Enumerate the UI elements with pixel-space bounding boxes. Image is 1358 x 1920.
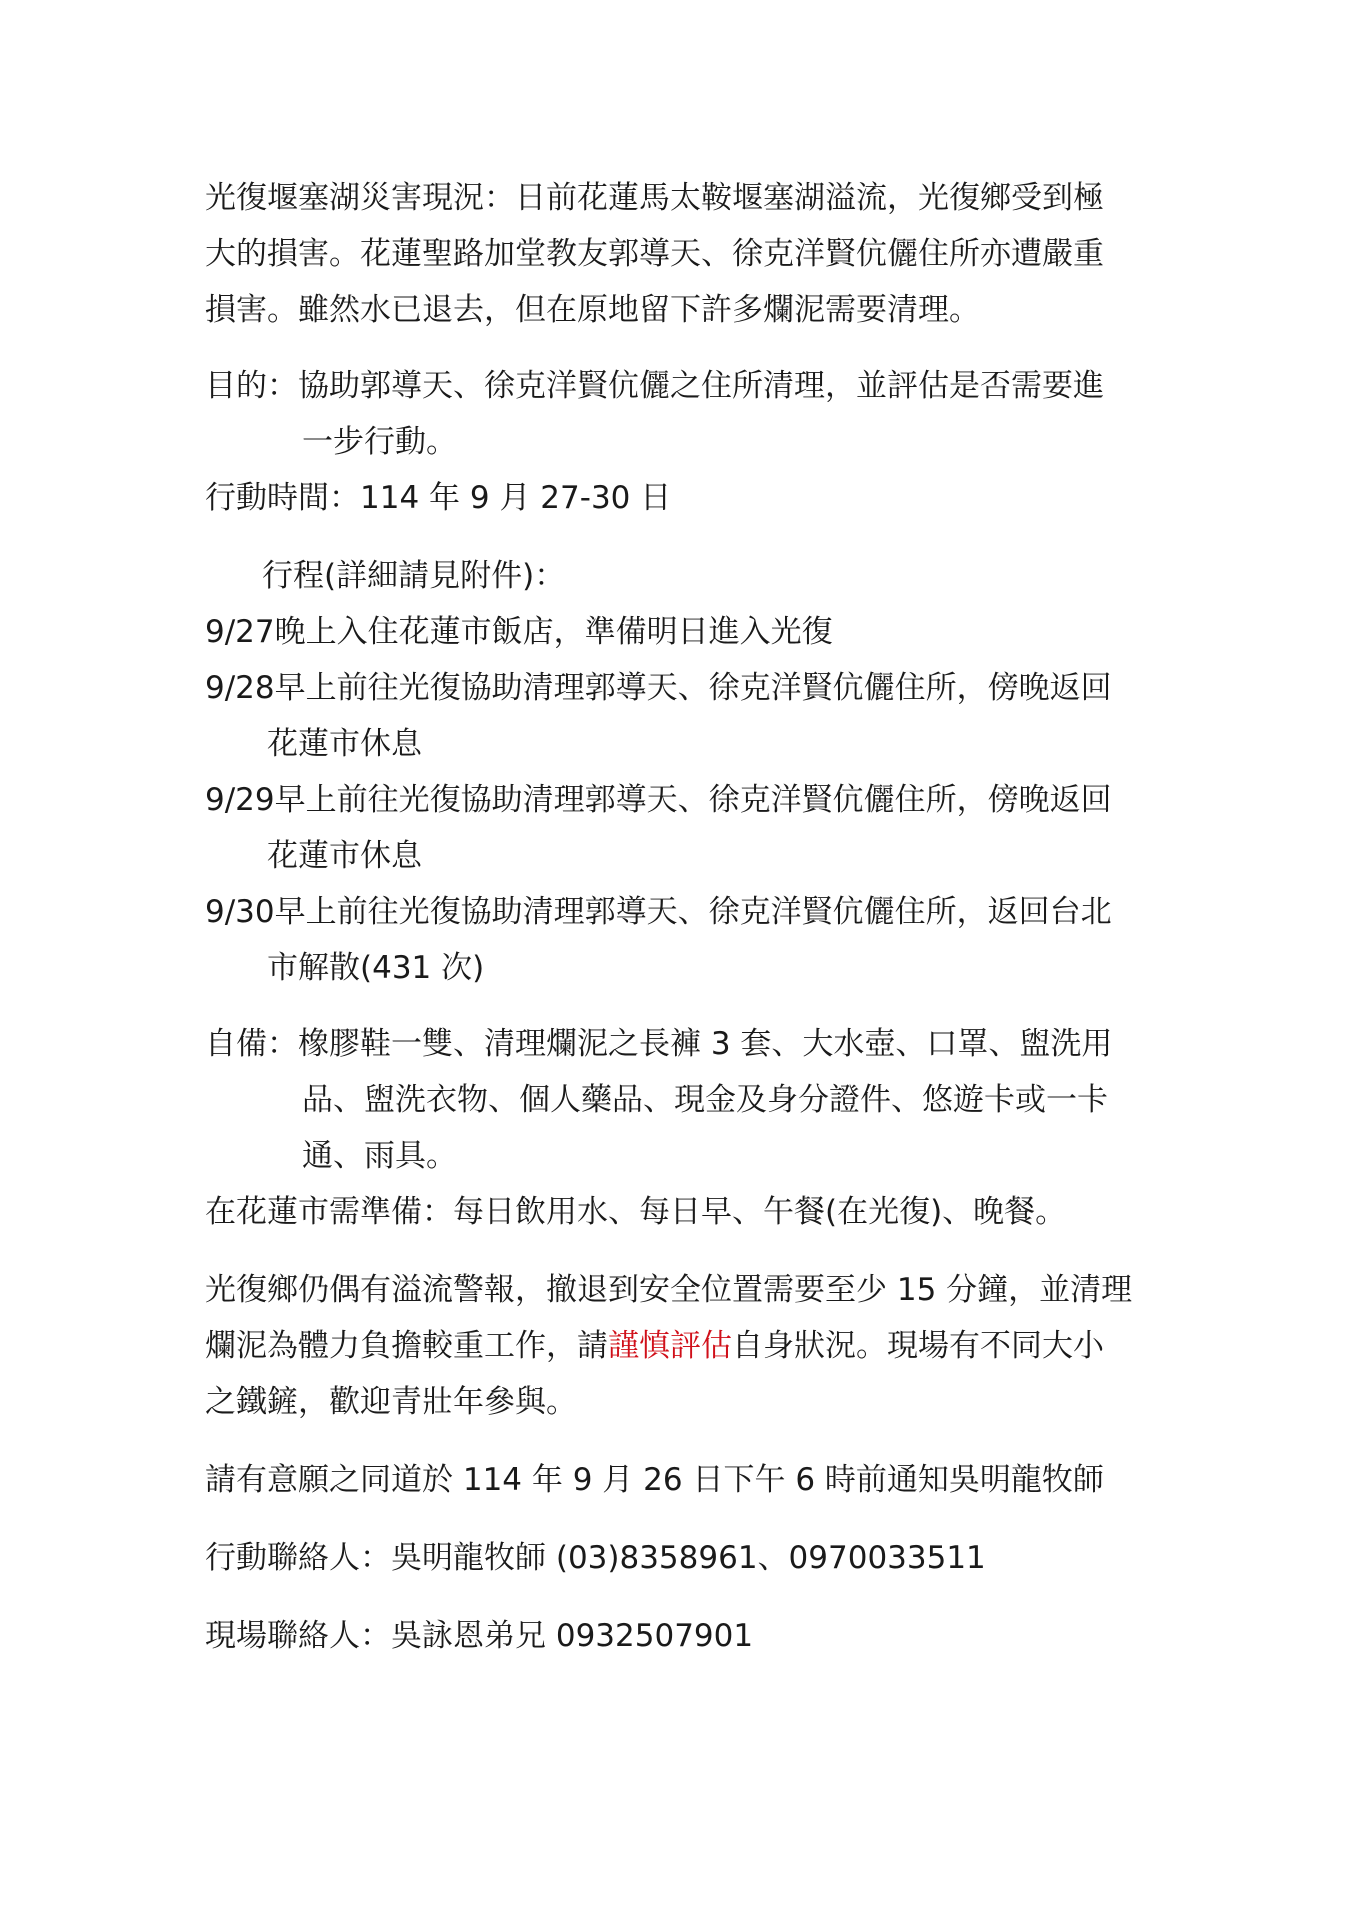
warning-line-3: 之鐵鏟，歡迎青壯年參與。 (205, 1384, 577, 1420)
schedule-item-3: 9/29早上前往光復協助清理郭導天、徐克洋賢伉儷住所，傍晚返回 (205, 782, 1112, 818)
warning-line-1: 光復鄉仍偶有溢流警報，撤退到安全位置需要至少 15 分鐘，並清理 (205, 1272, 1133, 1308)
warning-paragraph (205, 1262, 1165, 1430)
site-contact: 現場聯絡人：吳詠恩弟兄 0932507901 (205, 1618, 754, 1654)
document-body (205, 170, 1165, 1664)
hualien-prep: 在花蓮市需準備：每日飲用水、每日早、午餐(在光復)、晚餐。 (205, 1194, 1067, 1230)
self-prep-line-1: 自備：橡膠鞋一雙、清理爛泥之長褲 3 套、大水壺、口罩、盥洗用 (205, 1026, 1113, 1062)
action-contact: 行動聯絡人：吳明龍牧師 (03)8358961、0970033511 (205, 1540, 986, 1576)
situation-line-2: 大的損害。花蓮聖路加堂教友郭導天、徐克洋賢伉儷住所亦遭嚴重 (205, 236, 1104, 272)
schedule-item-2: 9/28早上前往光復協助清理郭導天、徐克洋賢伉儷住所，傍晚返回 (205, 670, 1112, 706)
purpose-line-2: 一步行動。 (302, 424, 457, 460)
schedule-label: 行程(詳細請見附件)： (262, 558, 566, 594)
warning-highlight: 謹慎評估 (608, 1328, 732, 1364)
warning-line-2-after: 自身狀況。現場有不同大小 (732, 1328, 1104, 1364)
action-time: 行動時間：114 年 9 月 27-30 日 (205, 480, 672, 516)
schedule-item-4-cont: 市解散(431 次) (267, 950, 485, 986)
schedule-section (205, 548, 1165, 996)
schedule-item-4: 9/30早上前往光復協助清理郭導天、徐克洋賢伉儷住所，返回台北 (205, 894, 1112, 930)
situation-line-1: 光復堰塞湖災害現況：日前花蓮馬太鞍堰塞湖溢流，光復鄉受到極 (205, 180, 1104, 216)
warning-line-2 (205, 1318, 1165, 1374)
warning-line-2-before: 爛泥為體力負擔較重工作，請 (205, 1328, 608, 1364)
situation-paragraph (205, 170, 1165, 338)
schedule-item-1: 9/27晚上入住花蓮市飯店，準備明日進入光復 (205, 614, 833, 650)
self-prep-line-3: 通、雨具。 (302, 1138, 457, 1174)
self-prep-line-2: 品、盥洗衣物、個人藥品、現金及身分證件、悠遊卡或一卡 (302, 1082, 1108, 1118)
schedule-item-3-cont: 花蓮市休息 (267, 838, 422, 874)
purpose-line-1: 目的：協助郭導天、徐克洋賢伉儷之住所清理，並評估是否需要進 (205, 368, 1104, 404)
schedule-item-2-cont: 花蓮市休息 (267, 726, 422, 762)
registration-notice: 請有意願之同道於 114 年 9 月 26 日下午 6 時前通知吳明龍牧師 (205, 1462, 1104, 1498)
purpose-paragraph (205, 358, 1165, 470)
situation-line-3: 損害。雖然水已退去，但在原地留下許多爛泥需要清理。 (205, 292, 980, 328)
self-prep-paragraph (205, 1016, 1165, 1184)
